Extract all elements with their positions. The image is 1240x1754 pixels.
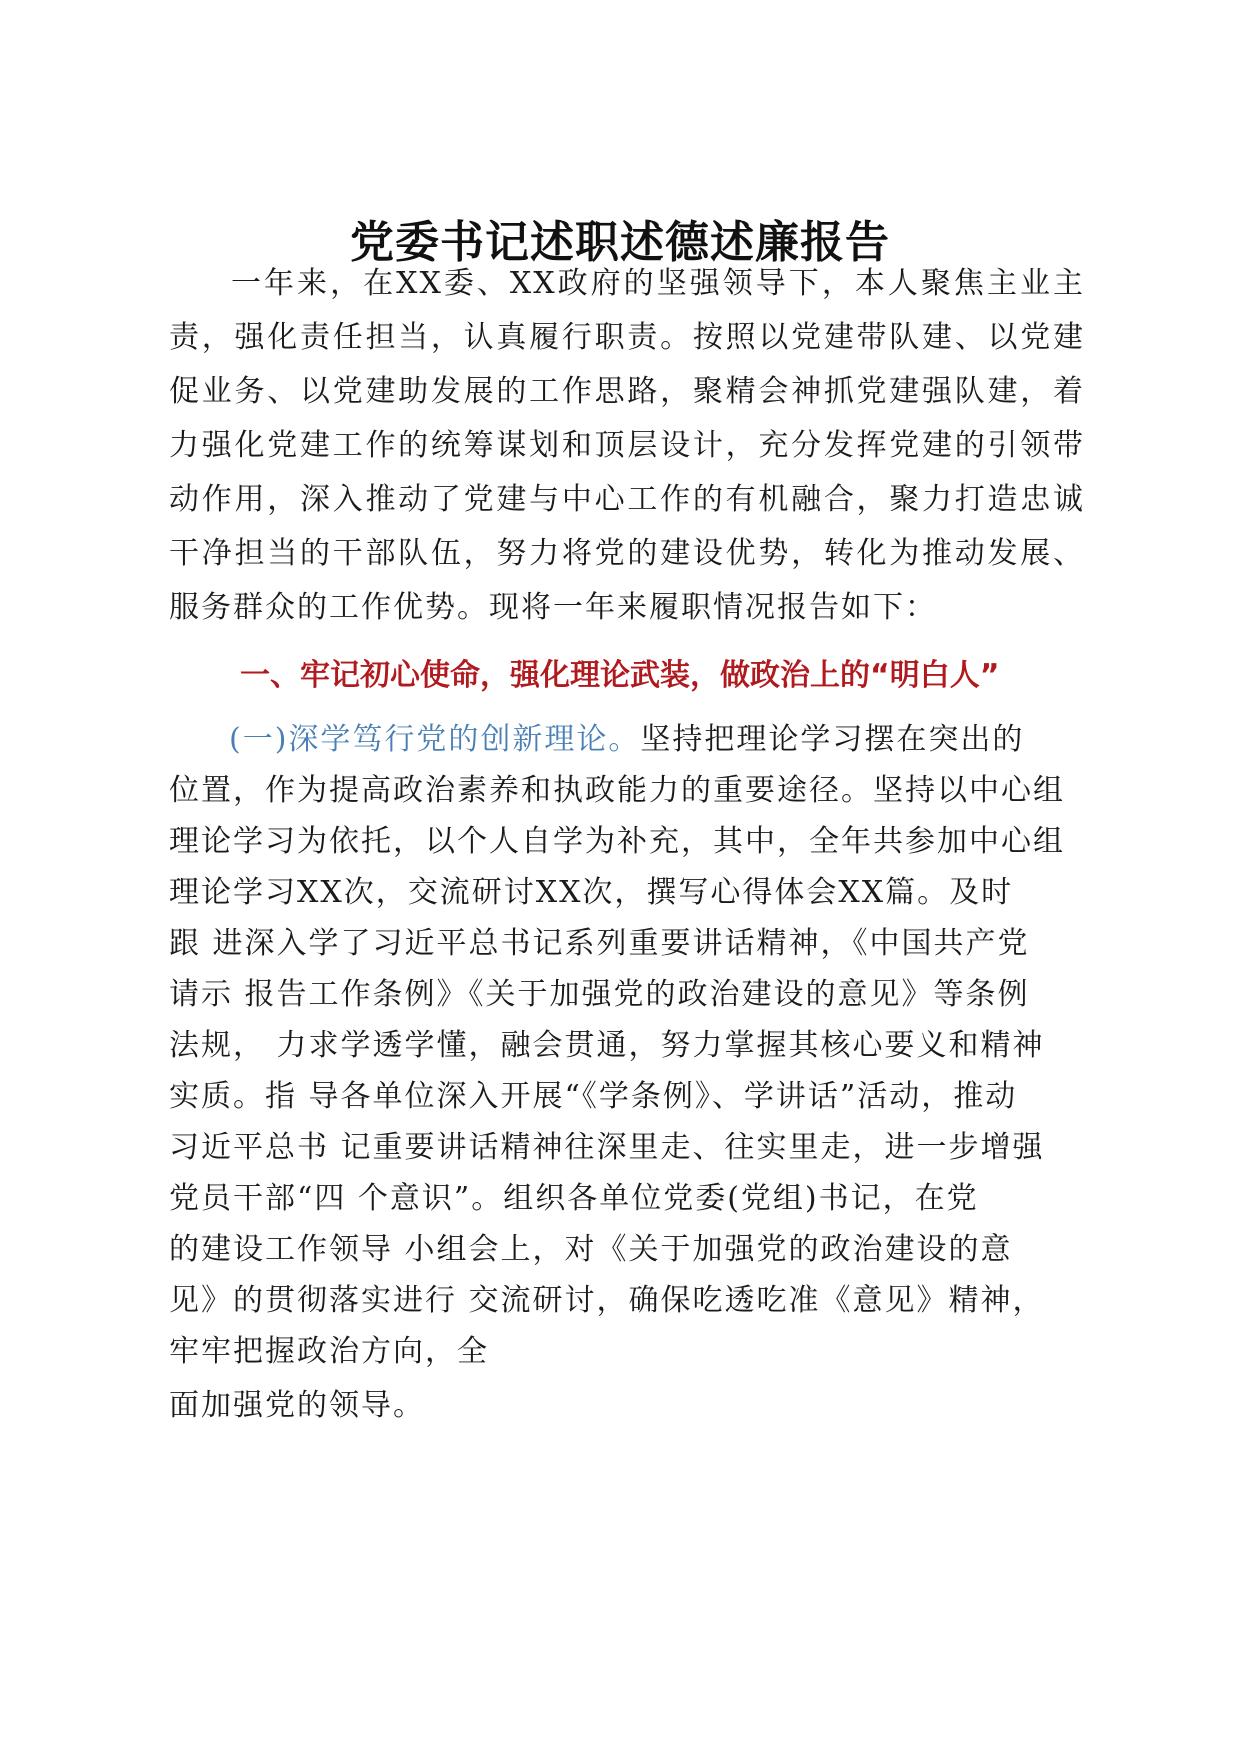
body-line: 法规， 力求学透学懂，融会贯通，努力掌握其核心要义和精神 [169,1028,1045,1063]
body-line: 实质。指 导各单位深入开展“《学条例》、学讲话”活动，推动 [169,1079,1018,1114]
intro-paragraph: 一年来，在XX委、XX政府的坚强领导下，本人聚焦主业主责，强化责任担当，认真履行职责。按照以党建带队建、以党建促业务、以党建助发展的工作思路，聚精会神抓党建强队建，着力强化党建工作的统筹谋划和顶层设计，充分发挥党建的引领带动作用，深入推动了党建与中心工作的有机融合，聚力打造忠诚干净担当的干部队伍，努力将党的建设优势，转化为推动发展、服务群众的工作优势。现将一年来履职情况报告如下： [169,266,1085,625]
body-line-text: 坚持把理论学习摆在突出的 [640,722,1025,757]
body-line: 牢牢把握政治方向，全 [169,1334,489,1369]
section-heading-1: 一、牢记初心使命，强化理论武装，做政治上的“明白人” [240,658,1000,693]
body-line: 位置，作为提高政治素养和执政能力的重要途径。坚持以中心组 [169,773,1065,808]
body-line: 的建设工作领导 小组会上，对《关于加强党的政治建设的意 [169,1232,1013,1267]
body-line: 见》的贯彻落实进行 交流研讨，确保吃透吃准《意见》精神， [169,1283,1045,1318]
body-line [229,718,1024,762]
body-line: 跟 进深入学了习近平总书记系列重要讲话精神，《中国共产党 [169,926,1030,961]
body-line: 理论学习为依托，以个人自学为补充，其中，全年共参加中心组 [169,824,1065,859]
body-line: 理论学习XX次，交流研讨XX次，撰写心得体会XX篇。及时 [169,875,1014,910]
document-title: 党委书记述职述德述廉报告 [350,217,890,268]
subsection-heading-1: (一)深学笃行党的创新理论。 [229,722,641,757]
body-line: 党员干部“四 个意识”。组织各单位党委(党组)书记，在党 [169,1181,979,1216]
body-line: 请示 报告工作条例》《关于加强党的政治建设的意见》等条例 [169,977,1030,1012]
body-line: 面加强党的领导。 [169,1388,425,1423]
body-line: 习近平总书 记重要讲话精神往深里走、往实里走，进一步增强 [169,1130,1045,1165]
